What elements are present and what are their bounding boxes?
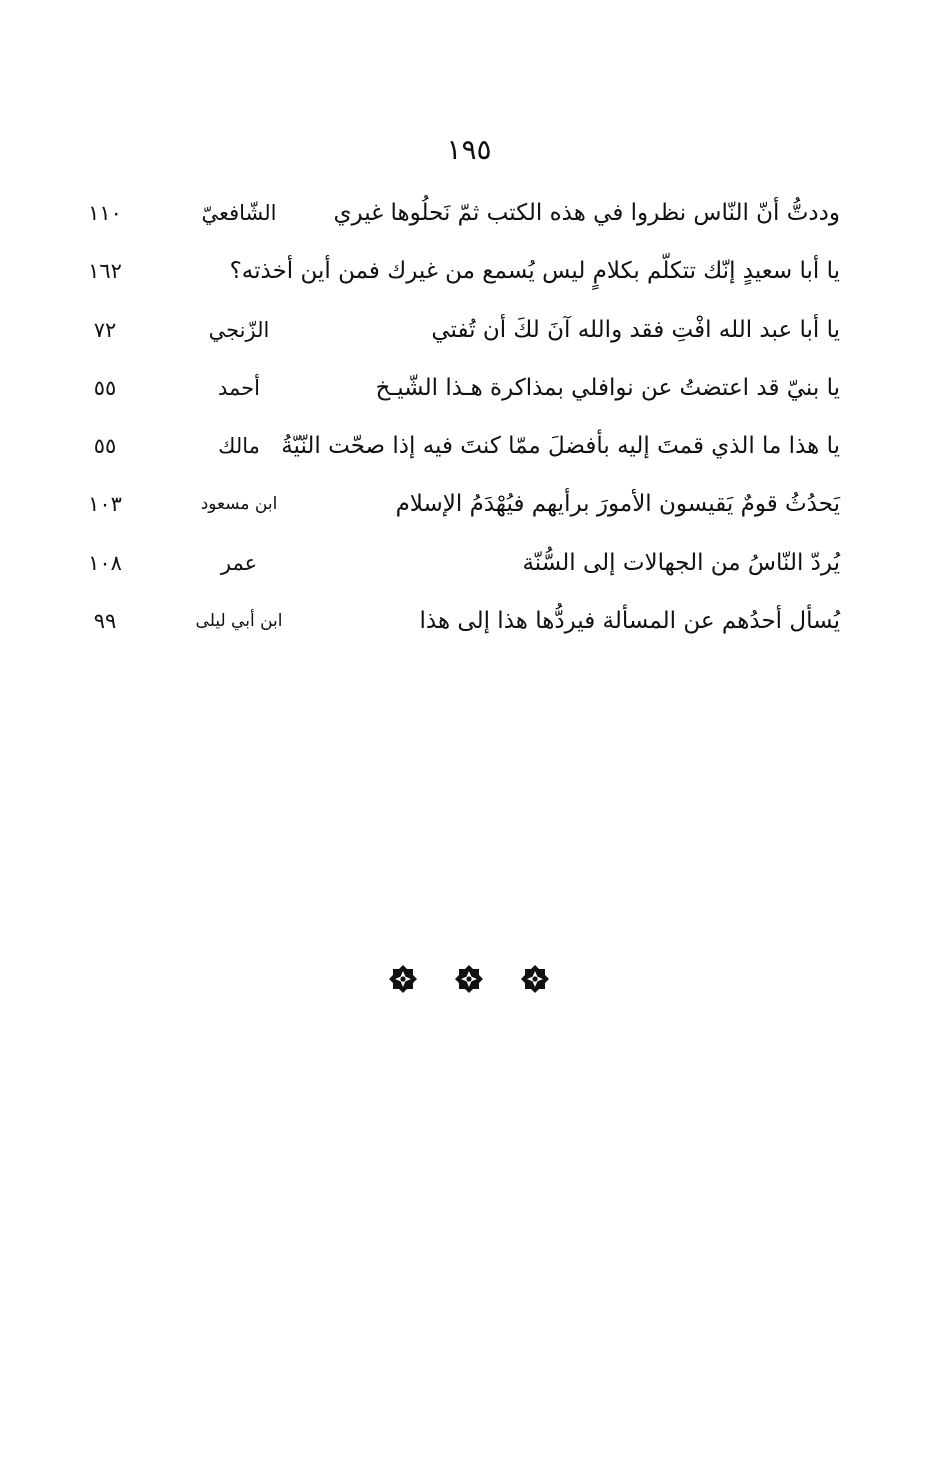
speaker-name: ابن مسعود: [200, 494, 278, 515]
page-reference: ١٠٣: [88, 492, 122, 517]
page-reference: ١٦٢: [88, 259, 122, 284]
page-reference: ١٠٨: [88, 550, 122, 575]
speaker-name: ابن أبي ليلى: [195, 611, 283, 632]
index-row: [70, 307, 840, 365]
quote-text: يَحدُثُ قومٌ يَقيسون الأمورَ برأيهم فيُهْدَمُ الإسلام: [395, 491, 840, 518]
index-row: [70, 365, 840, 423]
page-reference: ١١٠: [88, 201, 122, 225]
speaker-name: مالك: [218, 434, 260, 459]
speaker-name: الزّنجي: [208, 317, 270, 342]
index-row: [70, 190, 840, 248]
quote-text: يا هذا ما الذي قمتَ إليه بأفضلَ ممّا كنتَ فيه إذا صحّت النّيّةُ: [281, 433, 840, 460]
page-reference: ٥٥: [93, 434, 117, 459]
star-ornament-icon: [454, 964, 484, 994]
section-end-ornaments: [0, 964, 938, 994]
page-number: ١٩٥: [446, 133, 492, 166]
quote-text: يا أبا عبد الله افْتِ فقد والله آنَ لكَ أن تُفتي: [431, 316, 840, 343]
speaker-name: أحمد: [218, 375, 260, 400]
index-row: [70, 540, 840, 598]
quote-text: يُردّ النّاسُ من الجهالات إلى السُّنّة: [522, 549, 840, 576]
index-row: [70, 423, 840, 481]
speaker-name: عمر: [220, 550, 258, 575]
quote-text: يا بنيّ قد اعتضتُ عن نوافلي بمذاكرة هـذا الشّيـخ: [375, 374, 840, 401]
quote-text: وددتُّ أنّ النّاس نظروا في هذه الكتب ثمّ نَحلُوها غيري: [333, 200, 840, 226]
index-row: [70, 248, 840, 306]
page-reference: ٥٥: [93, 375, 117, 400]
quote-index-list: [70, 190, 840, 656]
star-ornament-icon: [388, 964, 418, 994]
quote-text: يا أبا سعيدٍ إنّك تتكلّم بكلامٍ ليس يُسمع من غيرك فمن أين أخذته؟: [229, 258, 840, 285]
index-row: [70, 598, 840, 656]
speaker-name: الشّافعيّ: [201, 201, 277, 225]
page-reference: ٧٢: [93, 317, 117, 342]
star-ornament-icon: [520, 964, 550, 994]
index-row: [70, 481, 840, 539]
page-reference: ٩٩: [93, 609, 117, 634]
quote-text: يُسأل أحدُهم عن المسألة فيردُّها هذا إلى هذا: [419, 608, 840, 635]
